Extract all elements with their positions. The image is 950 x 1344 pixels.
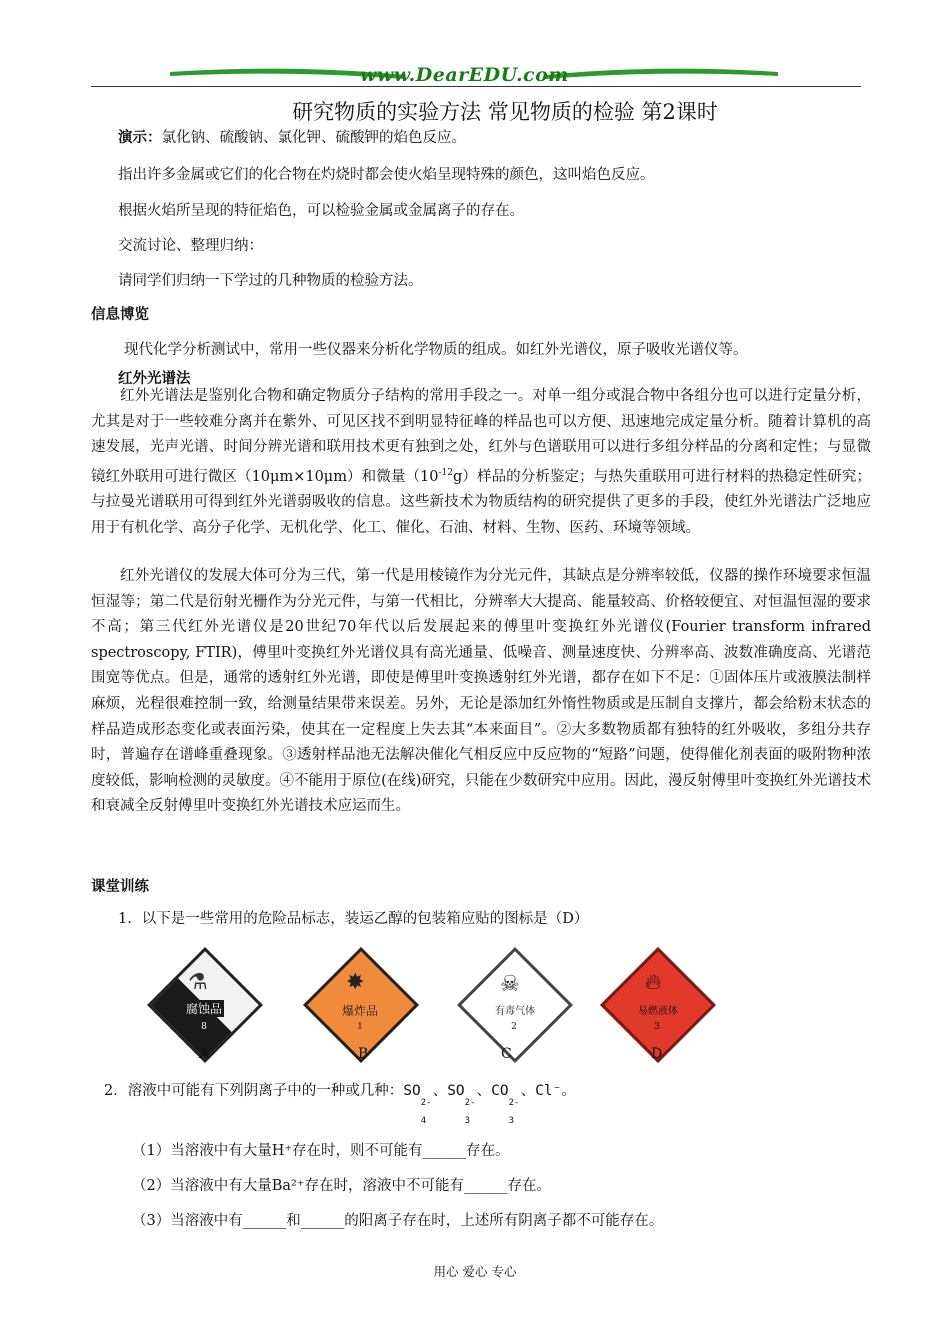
ion-sulfite-formula: 、SO bbox=[432, 1083, 465, 1099]
hazard-sign-b bbox=[306, 950, 416, 1060]
discussion: 交流讨论、整理归纳： bbox=[118, 238, 263, 254]
demo-line bbox=[118, 128, 466, 148]
hazard-d-num: 3 bbox=[654, 1022, 660, 1032]
logo-text: www.DearEDU.com bbox=[360, 64, 569, 86]
hazard-letter-a: A bbox=[199, 1046, 210, 1062]
skull-icon: ☠ bbox=[500, 972, 520, 997]
flame-definition: 指出许多金属或它们的化合物在灼烧时都会使火焰呈现特殊的颜色，这叫焰色反应。 bbox=[118, 167, 655, 183]
hazard-letter-d: D bbox=[651, 1046, 663, 1062]
question-2-prefix: 2．溶液中可能有下列阴离子中的一种或几种： bbox=[104, 1083, 404, 1099]
hazard-letter-b: B bbox=[358, 1046, 369, 1062]
ion-carbonate-sub: 3 bbox=[508, 1116, 515, 1126]
ion-sulfate-sub: 4 bbox=[420, 1116, 427, 1126]
practice-heading: 课堂训练 bbox=[91, 879, 149, 895]
explosion-icon: ✸ bbox=[346, 970, 365, 995]
logo bbox=[170, 62, 780, 88]
ion-carbonate-formula: 、CO bbox=[476, 1083, 509, 1099]
info-heading: 信息博览 bbox=[91, 307, 149, 323]
ion-sulfate bbox=[403, 1083, 432, 1126]
ir-subheading: 红外光谱法 bbox=[118, 371, 191, 387]
ion-chloride: 、Cl⁻。 bbox=[520, 1083, 576, 1099]
ion-sulfite-sub: 3 bbox=[464, 1116, 471, 1126]
hazard-a-label: 腐蚀品 bbox=[185, 1002, 222, 1016]
flame-detection: 根据火焰所呈现的特征焰色，可以检验金属或金属离子的存在。 bbox=[118, 203, 524, 219]
ir-paragraph-1 bbox=[91, 384, 871, 541]
ion-sulfite-charge: 2- bbox=[464, 1098, 476, 1108]
question-2-1: （1）当溶液中有大量H⁺存在时，则不可能有______存在。 bbox=[132, 1143, 510, 1159]
ion-sulfate-formula: SO bbox=[403, 1083, 421, 1099]
hazard-letter-c: C bbox=[501, 1046, 512, 1062]
footer: 用心 爱心 专心 bbox=[433, 1264, 517, 1279]
question-2-3: （3）当溶液中有______和______的阳离子存在时，上述所有阴离子都不可能存在。 bbox=[132, 1213, 664, 1229]
hazard-sign-c bbox=[460, 950, 570, 1060]
question-2-2: （2）当溶液中有大量Ba²⁺存在时，溶液中不可能有______存在。 bbox=[132, 1178, 551, 1194]
ion-sulfate-charge: 2- bbox=[420, 1098, 432, 1108]
question-1: 1．以下是一些常用的危险品标志，装运乙醇的包装箱应贴的图标是（D） bbox=[118, 911, 589, 927]
hazard-sign-d bbox=[603, 950, 713, 1060]
flame-icon: 🔥︎ bbox=[645, 970, 662, 995]
hazard-a-num: 8 bbox=[201, 1022, 207, 1032]
hazard-c-label: 有毒气体 bbox=[495, 1006, 535, 1017]
hazard-b-num: 1 bbox=[357, 1022, 363, 1032]
question-2 bbox=[104, 1081, 576, 1126]
demo-label: 演示： bbox=[118, 130, 162, 146]
ir-paragraph-1-sup: -12 bbox=[438, 467, 453, 478]
ir-paragraph-2: 红外光谱仪的发展大体可分为三代，第一代是用棱镜作为分光元件，其缺点是分辨率较低，仪器的操作环境要求恒温恒湿等；第二代是衍射光栅作为分光元件，与第一代相比，分辨率大大提高、能量较高、价格较便宜、对恒温恒湿的要求不高；第三代红外光谱仪是20世纪70年代以后发展起来的傅里叶变换红外光谱仪(Fourier transform infrared spectroscopy, FTIR)，傅里叶变换红外光谱仪具有高光通量、低噪音、测量速度快、分辨率高、波数准确度高、光谱范围宽等优点。但是，通常的透射红外光谱，即使是傅里叶变换透射红外光谱，都存在如下不足：①固体压片或液膜法制样麻烦，光程很难控制一致，给测量结果带来误差。另外，无论是添加红外惰性物质或是压制自支撑片，都会给粉末状态的样品造成形态变化或表面污染，使其在一定程度上失去其“本来面目”。②大多数物质都有独特的红外吸收，多组分共存时，普遍存在谱峰重叠现象。③透射样品池无法解决催化气相反应中反应物的“短路”问题，使得催化剂表面的吸附物种浓度较低，影响检测的灵敏度。④不能用于原位(在线)研究，只能在少数研究中应用。因此，漫反射傅里叶变换红外光谱技术和衰减全反射傅里叶变换红外光谱技术应运而生。 bbox=[91, 568, 871, 815]
ion-carbonate-charge: 2- bbox=[508, 1098, 520, 1108]
info-intro: 现代化学分析测试中，常用一些仪器来分析化学物质的组成。如红外光谱仪，原子吸收光谱仪等。 bbox=[124, 342, 748, 358]
hazard-sign-a bbox=[150, 950, 260, 1060]
hazard-d-label: 易燃液体 bbox=[638, 1006, 678, 1017]
summary-prompt: 请同学们归纳一下学过的几种物质的检验方法。 bbox=[118, 273, 423, 289]
ion-sulfite bbox=[432, 1083, 477, 1126]
ir-paragraph-1-b: g）样品的分析鉴定；与热失重联用可进行材料的热稳定性研究；与拉曼光谱联用可得到红外光谱弱吸收的信息。这些新技术为物质结构的研究提供了更多的手段，使红外光谱法广泛地应用于有机化学、高分子化学、无机化学、化工、催化、石油、材料、生物、医药、环境等领域。 bbox=[91, 468, 871, 536]
page-title: 研究物质的实验方法 常见物质的检验 第2课时 bbox=[292, 100, 718, 124]
hazard-c-num: 2 bbox=[511, 1022, 517, 1032]
demo-text: 氯化钠、硫酸钠、氯化钾、硫酸钾的焰色反应。 bbox=[161, 130, 466, 146]
ion-carbonate bbox=[476, 1083, 521, 1126]
ir-paragraph-1-a: 红外光谱法是鉴别化合物和确定物质分子结构的常用手段之一。对单一组分或混合物中各组分也可以进行定量分析，尤其是对于一些较难分离并在紫外、可见区找不到明显特征峰的样品也可以方便、迅速地完成定量分析。随着计算机的高速发展，光声光谱、时间分辨光谱和联用技术更有独到之处，红外与色谱联用可以进行多组分样品的分离和定性；与显微镜红外联用可进行微区（10μm×10μm）和微量（10 bbox=[91, 388, 871, 485]
hazard-b-label: 爆炸品 bbox=[341, 1004, 378, 1018]
corrosive-icon: ⚗ bbox=[188, 970, 208, 995]
